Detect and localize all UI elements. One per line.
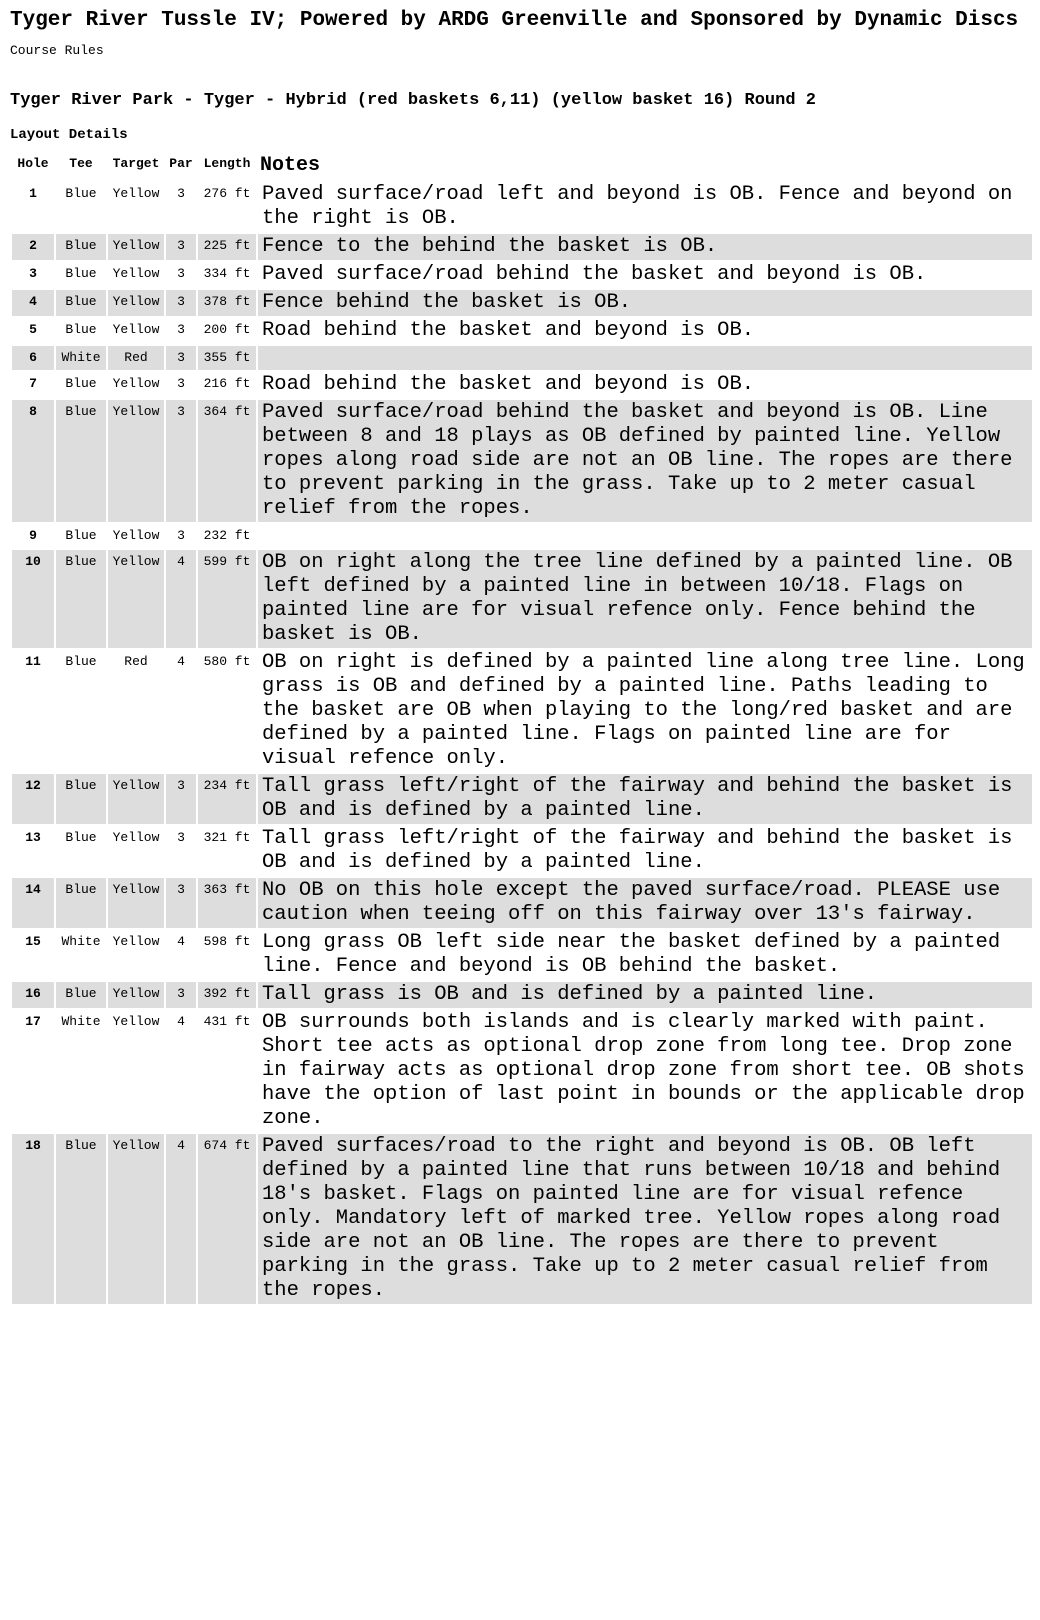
- length-cell: 392 ft: [198, 982, 256, 1008]
- tee-cell: Blue: [56, 774, 106, 824]
- notes-cell: Fence behind the basket is OB.: [258, 290, 1032, 316]
- header-target: Target: [112, 156, 160, 171]
- hole-number: 11: [25, 654, 41, 669]
- target-cell: Yellow: [108, 982, 164, 1008]
- par-cell: 3: [177, 830, 185, 845]
- table-row: [12, 550, 1032, 648]
- layout-details-heading: Layout Details: [10, 127, 128, 143]
- length-cell: 276 ft: [203, 186, 251, 201]
- length-cell: 334 ft: [203, 266, 251, 281]
- table-row: [12, 650, 1032, 772]
- par-cell: 3: [166, 982, 196, 1008]
- par-cell: 3: [166, 290, 196, 316]
- notes-cell: Paved surface/road left and beyond is OB. Fence and beyond on the right is OB.: [262, 183, 1013, 230]
- length-cell: 599 ft: [198, 550, 256, 648]
- notes-cell: No OB on this hole except the paved surface/road. PLEASE use caution when teeing off on this fairway over 13's fairway.: [258, 878, 1032, 928]
- hole-number: 8: [12, 400, 54, 522]
- table-row: [12, 318, 1032, 344]
- table-row: [12, 524, 1032, 548]
- table-row: [12, 262, 1032, 288]
- target-cell: Yellow: [112, 322, 160, 337]
- target-cell: Red: [108, 346, 164, 370]
- tee-cell: White: [56, 346, 106, 370]
- hole-number: 1: [29, 186, 37, 201]
- length-cell: 200 ft: [203, 322, 251, 337]
- length-cell: 431 ft: [203, 1014, 251, 1029]
- table-row: [12, 878, 1032, 928]
- table-row: [12, 826, 1032, 876]
- notes-cell: [258, 346, 1032, 370]
- par-cell: 4: [166, 550, 196, 648]
- notes-cell: OB surrounds both islands and is clearly marked with paint. Short tee acts as optional drop zone from long tee. Drop zone in fairway acts as optional drop zone from short tee. OB shots have the option of last point in bounds or the applicable drop zone.: [262, 1011, 1025, 1130]
- tee-cell: Blue: [65, 266, 97, 281]
- hole-number: 18: [12, 1134, 54, 1304]
- layout-name: Tyger River Park - Tyger - Hybrid (red baskets 6,11) (yellow basket 16) Round 2: [10, 91, 816, 110]
- tee-cell: Blue: [65, 322, 97, 337]
- table-row: [12, 400, 1032, 522]
- header-tee: Tee: [69, 156, 93, 171]
- notes-cell: Fence to the behind the basket is OB.: [258, 234, 1032, 260]
- length-cell: 216 ft: [203, 376, 251, 391]
- hole-number: 16: [12, 982, 54, 1008]
- notes-cell: Road behind the basket and beyond is OB.: [262, 373, 755, 396]
- tee-cell: White: [61, 934, 101, 949]
- length-cell: 225 ft: [198, 234, 256, 260]
- par-cell: 4: [177, 934, 185, 949]
- hole-number: 17: [25, 1014, 41, 1029]
- header-length: Length: [203, 156, 251, 171]
- notes-cell: Tall grass left/right of the fairway and behind the basket is OB and is defined by a painted line.: [262, 827, 1013, 874]
- table-row: [12, 372, 1032, 398]
- notes-cell: Paved surface/road behind the basket and beyond is OB. Line between 8 and 18 plays as OB defined by painted line. Yellow ropes along road side are not an OB line. The ropes are there to prevent parking in the grass. Take up to 2 meter casual relief from the ropes.: [258, 400, 1032, 522]
- target-cell: Red: [124, 654, 148, 669]
- length-cell: 674 ft: [198, 1134, 256, 1304]
- table-row: [12, 234, 1032, 260]
- notes-cell: Tall grass is OB and is defined by a painted line.: [258, 982, 1032, 1008]
- length-cell: 378 ft: [198, 290, 256, 316]
- hole-number: 13: [25, 830, 41, 845]
- target-cell: Yellow: [112, 186, 160, 201]
- tee-cell: Blue: [65, 528, 97, 543]
- par-cell: 3: [177, 528, 185, 543]
- target-cell: Yellow: [108, 878, 164, 928]
- hole-number: 14: [12, 878, 54, 928]
- length-cell: 232 ft: [203, 528, 251, 543]
- par-cell: 4: [177, 1014, 185, 1029]
- par-cell: 4: [166, 1134, 196, 1304]
- tee-cell: Blue: [56, 400, 106, 522]
- target-cell: Yellow: [112, 934, 160, 949]
- target-cell: Yellow: [108, 400, 164, 522]
- par-cell: 3: [177, 322, 185, 337]
- target-cell: Yellow: [108, 550, 164, 648]
- notes-cell: OB on right along the tree line defined by a painted line. OB left defined by a painted line in between 10/18. Flags on painted line are for visual refence only. Fence behind the basket is OB.: [258, 550, 1032, 648]
- tee-cell: Blue: [65, 654, 97, 669]
- tee-cell: Blue: [56, 290, 106, 316]
- par-cell: 3: [177, 186, 185, 201]
- hole-number: 7: [29, 376, 37, 391]
- par-cell: 4: [177, 654, 185, 669]
- par-cell: 3: [177, 266, 185, 281]
- table-header-row: [12, 153, 1032, 180]
- length-cell: 598 ft: [203, 934, 251, 949]
- length-cell: 355 ft: [198, 346, 256, 370]
- table-row: [12, 774, 1032, 824]
- target-cell: Yellow: [108, 774, 164, 824]
- table-row: [12, 182, 1032, 232]
- tee-cell: Blue: [56, 550, 106, 648]
- tee-cell: Blue: [65, 186, 97, 201]
- tee-cell: White: [61, 1014, 101, 1029]
- table-row: [12, 1134, 1032, 1304]
- par-cell: 3: [177, 376, 185, 391]
- header-notes: Notes: [260, 154, 321, 177]
- table-row: [12, 1010, 1032, 1132]
- par-cell: 3: [166, 234, 196, 260]
- hole-number: 4: [12, 290, 54, 316]
- tee-cell: Blue: [56, 878, 106, 928]
- table-row: [12, 930, 1032, 980]
- course-rules-label: Course Rules: [10, 43, 104, 58]
- notes-cell: [258, 524, 1032, 548]
- hole-number: 15: [25, 934, 41, 949]
- tee-cell: Blue: [56, 234, 106, 260]
- hole-number: 10: [12, 550, 54, 648]
- notes-cell: Road behind the basket and beyond is OB.: [262, 319, 755, 342]
- table-row: [12, 290, 1032, 316]
- target-cell: Yellow: [112, 830, 160, 845]
- target-cell: Yellow: [108, 290, 164, 316]
- target-cell: Yellow: [108, 234, 164, 260]
- notes-cell: Long grass OB left side near the basket defined by a painted line. Fence and beyond is OB behind the basket.: [262, 931, 1001, 978]
- length-cell: 363 ft: [198, 878, 256, 928]
- hole-number: 2: [12, 234, 54, 260]
- notes-cell: OB on right is defined by a painted line along tree line. Long grass is OB and defined by a painted line. Paths leading to the basket are OB when playing to the long/red basket and are defined by a painted line. Flags on painted line are for visual refence only.: [262, 651, 1025, 770]
- header-hole: Hole: [17, 156, 49, 171]
- target-cell: Yellow: [112, 266, 160, 281]
- notes-cell: Tall grass left/right of the fairway and behind the basket is OB and is defined by a painted line.: [258, 774, 1032, 824]
- hole-number: 9: [29, 528, 37, 543]
- notes-cell: Paved surface/road behind the basket and beyond is OB.: [262, 263, 927, 286]
- table-body: [12, 182, 1032, 1304]
- length-cell: 580 ft: [203, 654, 251, 669]
- par-cell: 3: [166, 400, 196, 522]
- notes-cell: Paved surfaces/road to the right and beyond is OB. OB left defined by a painted line that runs between 10/18 and behind 18's basket. Flags on painted line are for visual refence only. Mandatory left of marked tree. Yellow ropes along road side are not an OB line. The ropes are there to prevent parking in the grass. Take up to 2 meter casual relief from the ropes.: [258, 1134, 1032, 1304]
- length-cell: 321 ft: [203, 830, 251, 845]
- tee-cell: Blue: [65, 830, 97, 845]
- target-cell: Yellow: [112, 376, 160, 391]
- table-row: [12, 982, 1032, 1008]
- header-par: Par: [169, 156, 193, 171]
- par-cell: 3: [166, 774, 196, 824]
- tee-cell: Blue: [65, 376, 97, 391]
- length-cell: 234 ft: [198, 774, 256, 824]
- hole-number: 3: [29, 266, 37, 281]
- target-cell: Yellow: [112, 1014, 160, 1029]
- target-cell: Yellow: [108, 1134, 164, 1304]
- par-cell: 3: [166, 878, 196, 928]
- target-cell: Yellow: [112, 528, 160, 543]
- par-cell: 3: [166, 346, 196, 370]
- tee-cell: Blue: [56, 1134, 106, 1304]
- hole-number: 12: [12, 774, 54, 824]
- tee-cell: Blue: [56, 982, 106, 1008]
- hole-number: 5: [29, 322, 37, 337]
- length-cell: 364 ft: [198, 400, 256, 522]
- hole-number: 6: [12, 346, 54, 370]
- table-row: [12, 346, 1032, 370]
- layout-table: [10, 151, 1034, 1306]
- event-title: Tyger River Tussle IV; Powered by ARDG Greenville and Sponsored by Dynamic Discs: [10, 9, 1019, 32]
